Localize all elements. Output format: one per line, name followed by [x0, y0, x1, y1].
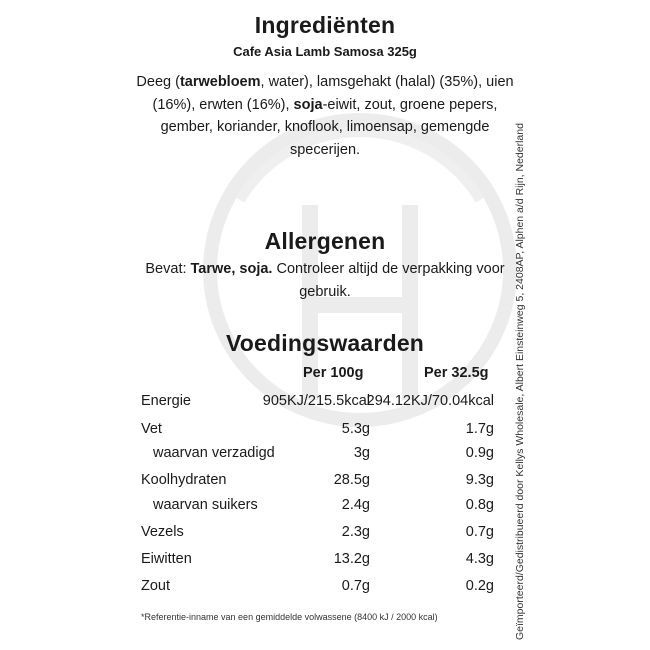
value-per-100g: 2.4g — [341, 497, 370, 513]
value-per-100g: 905KJ/215.5kcal — [262, 393, 370, 409]
value-per-portion: 0.2g — [465, 578, 494, 594]
value-per-portion: 0.9g — [465, 445, 494, 461]
value-per-100g: 28.5g — [333, 472, 370, 488]
value-per-100g: 13.2g — [333, 551, 370, 567]
text-segment: , water), lamsgehakt (halal) (35%), uien (16%), erwten (16%), — [152, 74, 514, 113]
footnote: *Referentie-inname van een gemiddelde volwassene (8400 kJ / 2000 kcal) — [141, 612, 438, 622]
nutrient-label: Energie — [141, 393, 191, 409]
column-header-per-100g: Per 100g — [303, 365, 364, 381]
value-per-portion: 294.12KJ/70.04kcal — [366, 393, 494, 409]
nutrient-label: Eiwitten — [141, 551, 192, 567]
text-segment: Bevat: — [145, 261, 191, 277]
value-per-100g: 5.3g — [341, 421, 370, 437]
value-per-100g: 3g — [353, 445, 370, 461]
importer-info: Geïmporteerd/Gedistribueerd door Kellys Wholesale, Albert Einsteinweg 5, 2408AP, Alphen a/d Rijn, Nederland — [514, 123, 526, 640]
allergens-text — [135, 258, 515, 303]
ingredients-title: Ingrediënten — [254, 12, 396, 38]
product-name: Cafe Asia Lamb Samosa 325g — [233, 44, 417, 59]
text-segment: Controleer altijd de verpakking voor gebruik. — [272, 261, 505, 300]
value-per-portion: 1.7g — [465, 421, 494, 437]
nutrient-label: Zout — [141, 578, 171, 594]
ingredients-text — [135, 71, 515, 161]
nutrient-label: waarvan suikers — [153, 497, 258, 513]
bold-text-segment: tarwebloem — [179, 74, 261, 90]
text-segment: Deeg ( — [136, 74, 180, 90]
value-per-portion: 0.7g — [465, 524, 494, 540]
value-per-portion: 0.8g — [465, 497, 494, 513]
nutrient-label: waarvan verzadigd — [153, 445, 275, 461]
column-header-per-portion: Per 32.5g — [424, 365, 489, 381]
nutrient-label: Koolhydraten — [141, 472, 227, 488]
nutrient-label: Vet — [141, 421, 162, 437]
bold-text-segment: Tarwe, soja. — [190, 261, 273, 277]
nutrition-title: Voedingswaarden — [225, 330, 425, 356]
text-segment: -eiwit, zout, groene pepers, gember, koriander, knoflook, limoensap, gemengde specerijen. — [160, 96, 498, 158]
value-per-portion: 9.3g — [465, 472, 494, 488]
nutrient-label: Vezels — [141, 524, 184, 540]
value-per-100g: 0.7g — [341, 578, 370, 594]
bold-text-segment: soja — [293, 96, 323, 113]
value-per-100g: 2.3g — [341, 524, 370, 540]
allergens-title: Allergenen — [264, 228, 386, 254]
value-per-portion: 4.3g — [465, 551, 494, 567]
